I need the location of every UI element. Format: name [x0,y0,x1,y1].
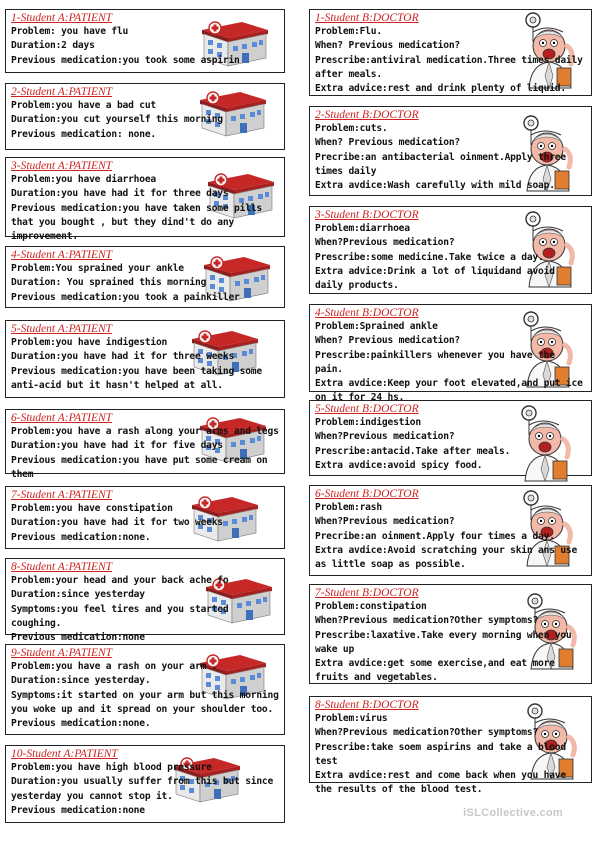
patient-card-title: 2-Student A:PATIENT [11,86,113,98]
patient-card-title: 10-Student A:PATIENT [11,748,118,760]
patient-card-line: Duration:you usually suffer from this but since yesterday you cannot stop it. [11,776,274,802]
doctor-card-title: 8-Student B:DOCTOR [315,699,419,711]
patient-card-2 [5,83,285,150]
doctor-card-line: Prescribe:antiviral medication.Three times daily after meals. [315,54,583,80]
doctor-card-line: Extra advice:Drink a lot of liquidand avoid daily products. [315,265,555,292]
patient-card-6 [5,409,285,480]
doctor-card-line: When?Previous medication? [315,516,455,528]
patient-card-9 [5,644,285,735]
doctor-card-line: Prescribe:laxative.Take every morning when you wake up [315,629,572,655]
doctor-card-line: When?Previous medication?Other symptoms? [315,727,539,739]
doctor-card-line: When? Previous medication? [315,335,460,347]
doctor-card-title: 7-Student B:DOCTOR [315,587,419,599]
doctor-card-line: Problem:constipation [315,601,427,612]
doctor-card-1 [309,9,592,96]
doctor-card-title: 1-Student B:DOCTOR [315,12,419,24]
patient-card-8 [5,558,285,644]
doctor-card-line: Extra avdice:Avoid scratching your skin ans use as little soap as possible. [315,544,578,571]
doctor-card-line: Extra avdice:avoid spicy food. [315,459,483,471]
patient-card-line: Previous medication:you have taken some pills that you bought , but they dind't do any improvement. [11,202,262,243]
patient-card-line: Previous medication:you have put some cream on them [11,454,268,480]
patient-card-line: Problem:you have a rash along your arms and legs [11,426,279,437]
doctor-card-line: Extra avdice:rest and come back when you have the results of the blood test. [315,770,566,796]
doctor-card-title: 2-Student B:DOCTOR [315,109,419,121]
patient-card-line: Symptoms:you feel tires and you started coughing. [11,603,229,629]
patient-card-title: 3-Student A:PATIENT [11,160,113,172]
doctor-card-line: When?Previous medication?Other symptoms? [315,615,539,627]
patient-card-line: Problem: you have flu [11,26,129,37]
doctor-card-7 [309,584,592,684]
patient-card-line: Duration:you have had it for two weeks [11,517,223,529]
patient-card-line: Previous medication:none [11,632,145,644]
patient-card-title: 4-Student A:PATIENT [11,249,113,261]
doctor-card-line: Extra avdice:get some exercise,and eat more fruits and vegetables. [315,658,555,684]
patient-card-line: Previous medication:none. [11,531,151,543]
doctor-card-line: Precribe:an antibacterial oinment.Apply three times daily [315,151,566,177]
doctor-card-title: 6-Student B:DOCTOR [315,488,419,500]
doctor-card-line: Prescribe:antacid.Take after meals. [315,445,511,457]
patient-card-7 [5,486,285,549]
patient-card-line: Duration:since yesterday. [11,675,151,687]
doctor-card-line: Prescribe:some medicine.Take twice a day. [315,251,544,263]
doctor-card-title: 5-Student B:DOCTOR [315,403,419,415]
patient-card-line: Duration:you cut yourself this morning [11,114,223,126]
patient-card-line: Problem:you have high blood pressure [11,762,212,773]
patient-card-title: 9-Student A:PATIENT [11,647,113,659]
doctor-card-line: Prescribe:take soem aspirins and take a blood test [315,741,566,767]
doctor-card-line: Problem:Flu. [315,26,382,37]
doctor-card-line: Problem:diarrhoea [315,223,410,234]
doctor-card-4 [309,304,592,404]
patient-card-line: Duration:2 days [11,40,95,52]
doctor-card-line: Extra avdice:Wash carefully with mild soap. [315,180,555,192]
patient-card-line: Duration:you have had it for three days [11,188,229,200]
doctor-card-line: Extra advice:rest and drink plenty of liquid. [315,83,566,95]
doctor-card-line: Problem:Sprained ankle [315,321,438,332]
doctor-card-line: Problem:cuts. [315,123,388,134]
doctor-card-line: When?Previous medication? [315,431,455,443]
patient-card-3 [5,157,285,243]
patient-card-line: Duration:since yesterday [11,589,145,601]
patient-card-title: 5-Student A:PATIENT [11,323,113,335]
doctor-card-line: Problem:virus [315,713,388,724]
doctor-card-line: Prescribe:painkillers whenever you have the pain. [315,349,555,375]
doctor-card-line: When? Previous medication? [315,137,460,149]
watermark: iSLCollective.com [463,807,563,819]
patient-card-title: 6-Student A:PATIENT [11,412,113,424]
patient-card-10 [5,745,285,823]
patient-card-line: Previous medication:you took a painkiller [11,291,240,303]
patient-card-line: Previous medication:you took some aspirin [11,54,240,66]
patient-card-line: Duration: You sprained this morning [11,277,207,289]
doctor-card-line: When? Previous medication? [315,40,460,52]
doctor-card-title: 4-Student B:DOCTOR [315,307,419,319]
doctor-card-6 [309,485,592,576]
patient-card-line: Problem:you have indigestion [11,337,168,348]
doctor-card-line: Precribe:an oinment.Apply four times a day. [315,530,555,542]
patient-card-line: Previous medication:none. [11,718,151,730]
patient-card-line: Problem:You sprained your ankle [11,263,184,274]
patient-card-line: Duration:you have had it for five days [11,440,223,452]
doctor-card-line: When?Previous medication? [315,237,455,249]
patient-card-line: Problem:you have a bad cut [11,100,156,111]
doctor-card-line: Problem:rash [315,502,382,513]
patient-card-line: Duration:you have had it for three weeks [11,351,235,363]
patient-card-line: Problem:your head and your back ache fo [11,575,229,586]
patient-card-line: Problem:you have a rash on your arm . [11,661,218,672]
doctor-card-line: Problem:indigestion [315,417,421,428]
doctor-card-3 [309,206,592,294]
patient-card-line: Previous medication: none. [11,128,156,140]
patient-card-line: Problem:you have diarrhoea [11,174,156,185]
patient-card-4 [5,246,285,308]
doctor-card-title: 3-Student B:DOCTOR [315,209,419,221]
doctor-card-8 [309,696,592,796]
patient-card-title: 1-Student A:PATIENT [11,12,113,24]
patient-card-line: Symptoms:it started on your arm but this morning you woke up and it spread on your shoulder too. [11,689,279,715]
patient-card-1 [5,9,285,73]
patient-card-line: Previous medication:you have been taking some anti-acid but it hasn't helped at all. [11,365,262,391]
patient-card-line: Problem:you have constipation [11,503,173,514]
doctor-card-5 [309,400,592,476]
patient-card-title: 7-Student A:PATIENT [11,489,113,501]
doctor-card-2 [309,106,592,196]
patient-card-title: 8-Student A:PATIENT [11,561,113,573]
patient-card-5 [5,320,285,398]
patient-card-line: Previous medication:none [11,804,145,816]
doctor-card-line: Extra avdice:Keep your foot elevated,and put ice on it for 24 hs. [315,378,583,404]
